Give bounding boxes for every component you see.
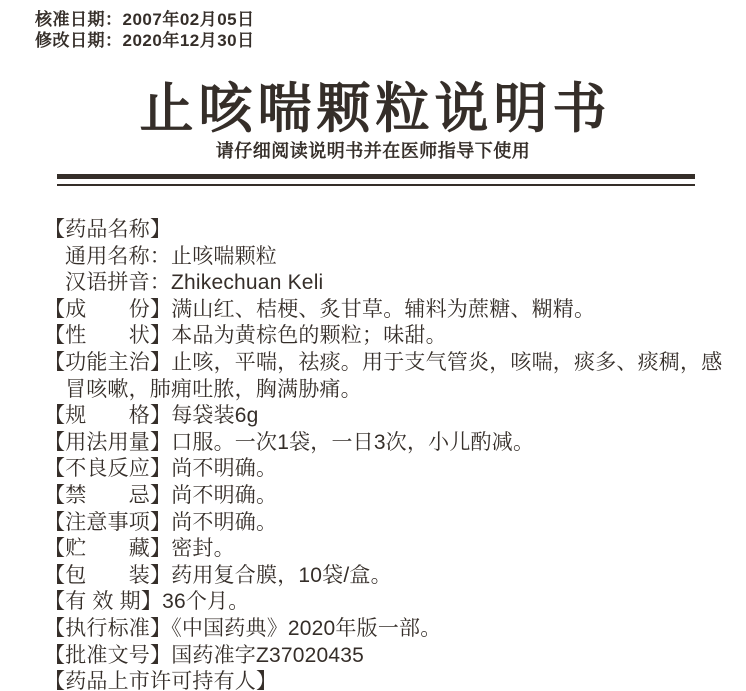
usage-notice: 请仔细阅读说明书并在医师指导下使用 [215,141,531,161]
row-dosage: 【用法用量】口服。一次1袋，一日3次，小儿酌减。 [44,430,535,454]
revision-date-line: 修改日期：2020年12月30日 [35,31,255,50]
row-specification: 【规 格】每袋装6g [44,404,259,428]
row-shelf-life: 【有 效 期】36个月。 [44,590,250,614]
row-drug-name-heading: 【药品名称】 [44,218,172,241]
row-executive-standard: 【执行标准】《中国药典》2020年版一部。 [44,616,442,640]
row-pinyin-name: 汉语拼音：Zhikechuan Keli [65,271,324,295]
row-license-holder-heading: 【药品上市许可持有人】 [44,670,278,691]
leaflet-body [44,217,744,691]
double-rule-divider [57,174,695,186]
row-adverse-reactions: 【不良反应】尚不明确。 [44,457,278,481]
row-packaging: 【包 装】药用复合膜，10袋/盒。 [44,563,392,587]
row-storage: 【贮 藏】密封。 [44,537,235,561]
row-generic-name: 通用名称：止咳喘颗粒 [65,244,277,268]
row-description: 【性 状】本品为黄棕色的颗粒；味甜。 [44,324,447,348]
row-contraindications: 【禁 忌】尚不明确。 [44,483,278,507]
page-title: 止咳喘颗粒说明书 [139,79,612,139]
date-header [35,9,255,51]
row-indications-line2: 冒咳嗽，肺痈吐脓，胸满胁痛。 [65,377,362,401]
row-approval-number: 【批准文号】国药准字Z37020435 [44,643,365,667]
row-ingredients: 【成 份】满山红、桔梗、炙甘草。辅料为蔗糖、糊精。 [44,297,596,321]
approval-date-line: 核准日期：2007年02月05日 [35,10,255,29]
row-precautions: 【注意事项】尚不明确。 [44,510,278,534]
row-indications-line1: 【功能主治】止咳，平喘，祛痰。用于支气管炎，咳喘，痰多、痰稠，感 [44,350,723,374]
